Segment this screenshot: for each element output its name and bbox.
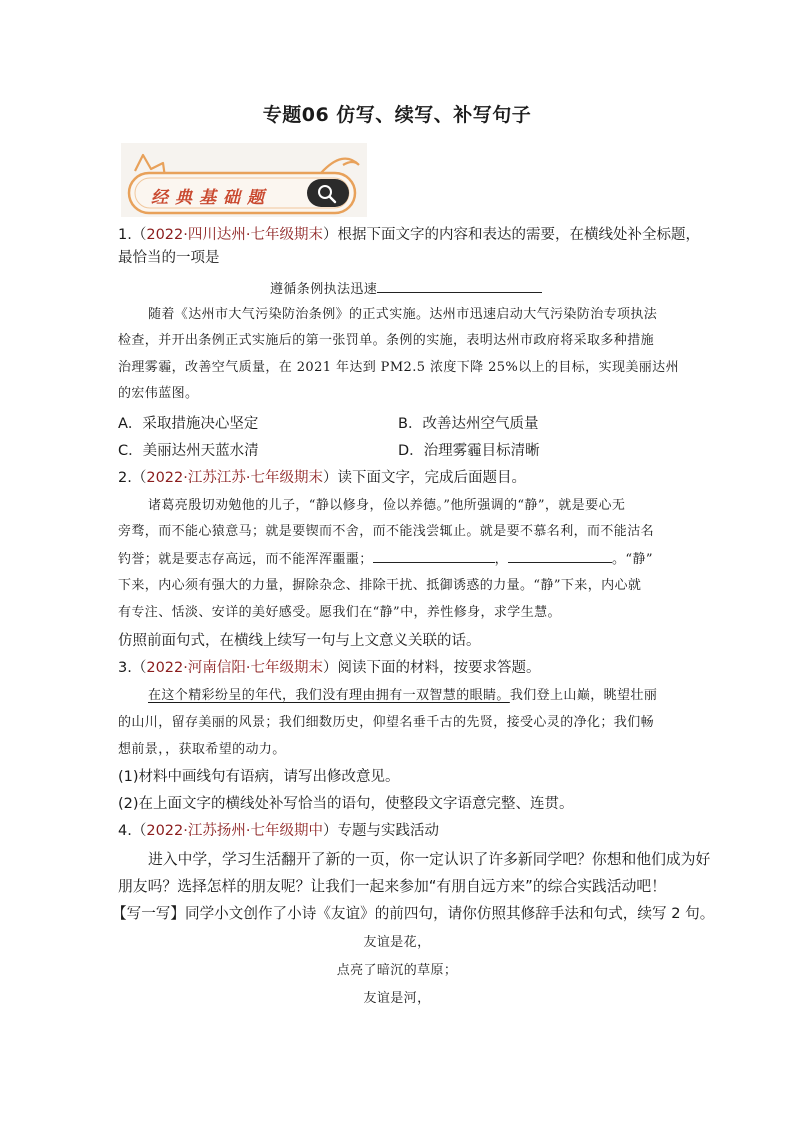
q4-passage-1: 进入中学，学习生活翻开了新的一页，你一定认识了许多新同学吧？你想和他们成为好 xyxy=(148,851,711,868)
q1-answer-blank xyxy=(377,278,542,293)
q1-heading: 遵循条例执法迅速 xyxy=(270,278,542,301)
q1-source: 2022·四川达州·七年级期末 xyxy=(146,227,323,243)
q2-answer-blank-1[interactable] xyxy=(373,548,495,563)
q1-option-a[interactable]: A．采取措施决心坚定 xyxy=(118,416,259,432)
q1-passage-4: 的宏伟蓝图。 xyxy=(118,386,199,401)
q2-stem: 2.（2022·江苏江苏·七年级期末）读下面文字，完成后面题目。 xyxy=(118,470,526,486)
q3-passage-2: 的山川，留存美丽的风景；我们细数历史，仰望名垂千古的先贤，接受心灵的净化；我们畅 xyxy=(118,715,655,730)
q4-source: 2022·江苏扬州·七年级期中 xyxy=(146,823,323,839)
q4-task: 【写一写】同学小文创作了小诗《友谊》的前四句，请你仿照其修辞手法和句式，续写 2 句。 xyxy=(112,905,715,922)
q2-passage-3: 钓誉；就是要志存高远，而不能浑浑噩噩； ， 。“静” xyxy=(118,548,653,571)
q4-passage-2: 朋友吗？选择怎样的朋友呢？让我们一起来参加“有朋自远方来”的综合实践活动吧！ xyxy=(118,878,667,895)
q3-sub-question-2: (2)在上面文字的横线处补写恰当的语句，使整段文字语意完整、连贯。 xyxy=(118,796,574,812)
section-banner xyxy=(121,143,367,217)
q1-stem: 1.（2022·四川达州·七年级期末）根据下面文字的内容和表达的需要，在横线处补全标题， xyxy=(118,227,700,243)
poem-line-3: 友谊是河， xyxy=(363,991,431,1006)
poem-line-2: 点亮了暗沉的草原； xyxy=(336,963,458,978)
q3-stem: 3.（2022·河南信阳·七年级期末）阅读下面的材料，按要求答题。 xyxy=(118,660,541,676)
q2-task: 仿照前面句式，在横线上续写一句与上文意义关联的话。 xyxy=(118,633,481,649)
q3-underlined-sentence: 在这个精彩纷呈的年代，我们没有理由拥有一双智慧的眼睛。 xyxy=(148,688,510,703)
q3-passage-3: 想前景，，获取希望的动力。 xyxy=(118,742,286,757)
q1-stem-cont: 最恰当的一项是 xyxy=(118,250,220,266)
q1-option-b[interactable]: B．改善达州空气质量 xyxy=(398,416,539,432)
q1-number: 1. xyxy=(118,227,132,243)
q3-number: 3. xyxy=(118,660,132,676)
q3-passage-1: 在这个精彩纷呈的年代，我们没有理由拥有一双智慧的眼睛。我们登上山巅，眺望壮丽 xyxy=(148,688,658,703)
q3-source: 2022·河南信阳·七年级期末 xyxy=(146,660,323,676)
q2-number: 2. xyxy=(118,470,132,486)
q2-passage-1: 诸葛亮殷切劝勉他的儿子，“静以修身，俭以养德。”他所强调的“静”，就是要心无 xyxy=(148,498,626,513)
q2-answer-blank-2[interactable] xyxy=(508,548,612,563)
q1-passage-1: 随着《达州市大气污染防治条例》的正式实施。达州市迅速启动大气污染防治专项执法 xyxy=(148,307,658,322)
q4-stem: 4.（2022·江苏扬州·七年级期中）专题与实践活动 xyxy=(118,823,439,839)
q1-passage-3: 治理雾霾，改善空气质量，在 2021 年达到 PM2.5 浓度下降 25%以上的目标，实现美丽达州 xyxy=(118,360,679,375)
q4-number: 4. xyxy=(118,823,132,839)
q2-passage-4: 下来，内心须有强大的力量，摒除杂念、排除干扰、抵御诱惑的力量。“静”下来，内心就 xyxy=(118,578,642,593)
q1-option-c[interactable]: C．美丽达州天蓝水清 xyxy=(118,443,259,459)
q2-passage-5: 有专注、恬淡、安详的美好感受。愿我们在“静”中，养性修身，求学生慧。 xyxy=(118,605,561,620)
q3-sub-question-1: (1)材料中画线句有语病，请写出修改意见。 xyxy=(118,769,400,785)
poem-line-1: 友谊是花， xyxy=(363,935,431,950)
q1-passage-2: 检查，并开出条例正式实施后的第一张罚单。条例的实施，表明达州市政府将采取多种措施 xyxy=(118,333,655,348)
page-title: 专题06 仿写、续写、补写句子 xyxy=(262,104,532,126)
banner-label: 经典基础题 xyxy=(151,188,271,208)
q1-option-d[interactable]: D．治理雾霾目标清晰 xyxy=(398,443,540,459)
q2-passage-2: 旁骛，而不能心猿意马；就是要锲而不舍，而不能浅尝辄止。就是要不慕名利，而不能沽名 xyxy=(118,524,655,539)
q2-source: 2022·江苏江苏·七年级期末 xyxy=(146,470,323,486)
